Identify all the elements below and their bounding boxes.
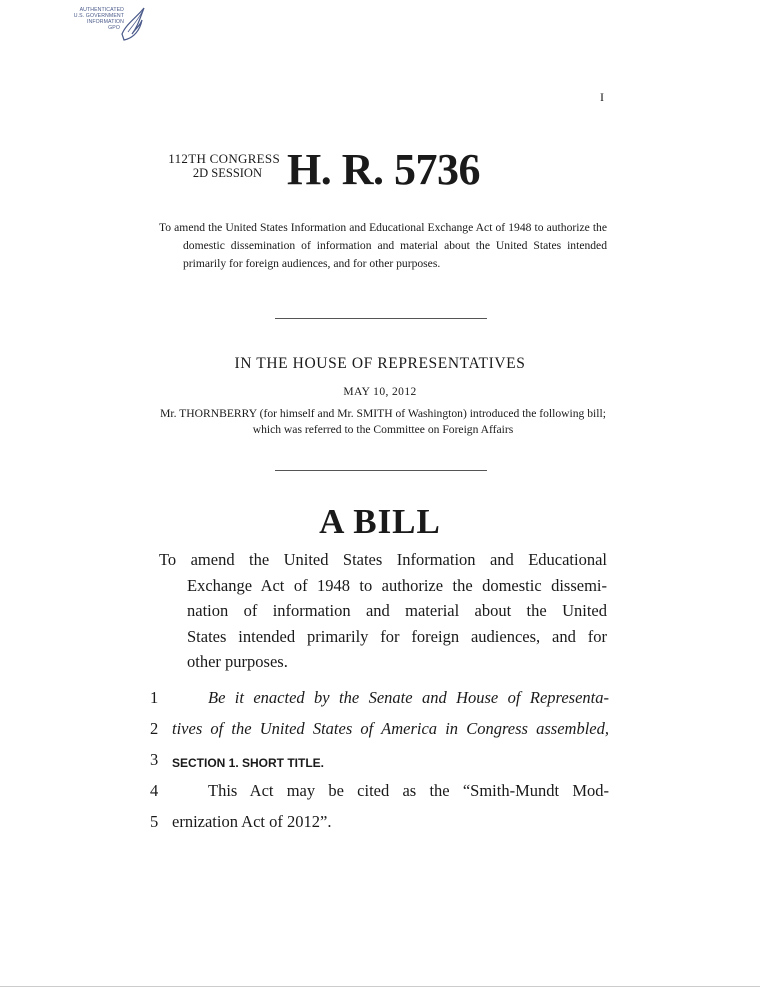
- session-label: 2D SESSION: [192, 166, 262, 180]
- bill-line: [150, 718, 610, 749]
- divider: [275, 318, 487, 319]
- intro-text: of Washington) introduced the following bill; which was referred to the Committee on Foreign Affairs: [252, 407, 606, 436]
- short-title-text: This Act may be cited as the “Smith-Mundt Mod-: [208, 781, 609, 800]
- authentication-seal: [62, 4, 146, 44]
- purpose-summary: [159, 219, 607, 273]
- bill-number: H. R. 5736: [287, 145, 480, 194]
- seal-text-line: AUTHENTICATED: [79, 7, 124, 13]
- bill-line: [150, 749, 610, 780]
- purpose-line: States intended primarily for foreign audiences, and for: [187, 626, 607, 646]
- sponsor-name: Mr. THORNBERRY: [160, 407, 257, 420]
- bill-line: [150, 780, 610, 811]
- purpose-summary-text: To amend the United States Information and Educational Exchange Act of 1948 to authorize the domestic dissemination of information and material about the United States intended primarily for foreign audiences, and for other purposes.: [159, 221, 607, 270]
- purpose-line: other purposes.: [187, 652, 288, 671]
- line-text: [172, 687, 609, 709]
- page-bottom-border: [0, 986, 760, 987]
- seal-gpo-label: GPO: [108, 25, 120, 31]
- section-heading: SECTION 1. SHORT TITLE.: [172, 756, 325, 770]
- page-number: I: [600, 90, 604, 104]
- purpose-line: To amend the United States Information and Educational: [159, 550, 607, 569]
- line-number: 2: [150, 719, 159, 738]
- seal-text: [62, 7, 124, 31]
- bill-text: [150, 687, 610, 842]
- chamber-heading: IN THE HOUSE OF REPRESENTATIVES: [234, 355, 526, 372]
- introduction-date: MAY 10, 2012: [343, 386, 417, 398]
- line-number: 4: [150, 781, 159, 800]
- line-number: 5: [150, 812, 159, 831]
- intro-text: (for himself and Mr.: [256, 407, 357, 420]
- line-text: tives of the United States of America in Congress assembled,: [172, 719, 609, 738]
- line-text: [172, 780, 609, 802]
- congress-label: 112TH CONGRESS: [168, 151, 280, 166]
- cosponsor-name: SMITH: [356, 407, 393, 420]
- divider: [275, 470, 487, 471]
- purpose-line: nation of information and material about the United: [187, 601, 607, 620]
- eagle-icon: [118, 4, 148, 44]
- introduction-statement: [159, 406, 607, 438]
- line-number: 1: [150, 688, 159, 707]
- enacting-clause: Be it enacted by the Senate and House of Representa-: [208, 688, 609, 707]
- purpose-line: Exchange Act of 1948 to authorize the domestic dissemi-: [187, 575, 607, 595]
- line-text: ernization Act of 2012”.: [172, 812, 332, 831]
- line-number: 3: [150, 750, 159, 769]
- bill-heading: A BILL: [319, 502, 441, 541]
- bill-line: [150, 811, 610, 842]
- bill-line: [150, 687, 610, 718]
- bill-purpose: [159, 547, 607, 675]
- seal-text-line: U.S. GOVERNMENT: [73, 13, 124, 19]
- seal-text-line: INFORMATION: [86, 19, 124, 25]
- congress-session: [150, 151, 280, 181]
